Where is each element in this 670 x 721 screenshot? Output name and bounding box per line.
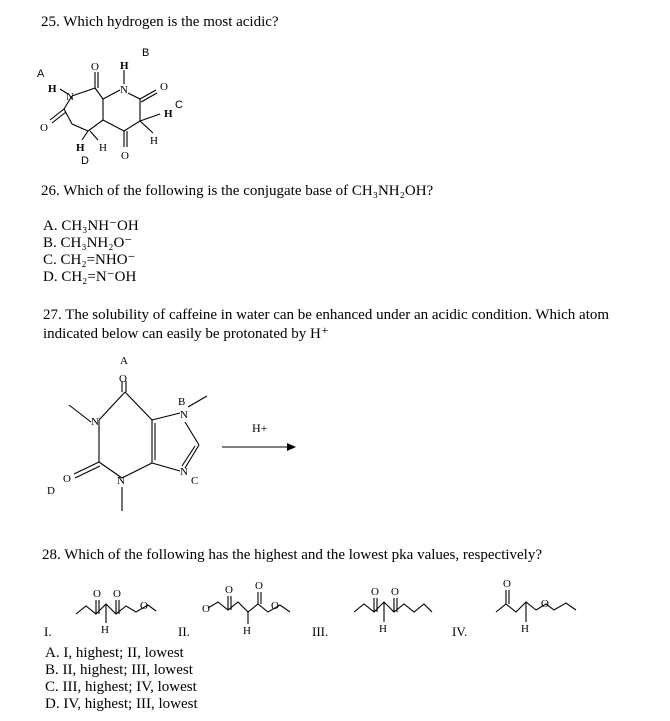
q28-options: [45, 645, 198, 713]
q26-option-d[interactable]: D. CH₂=N⁻OH: [43, 269, 137, 285]
q26-prompt: 26. Which of the following is the conjugate base of CH₃NH₂OH?: [41, 183, 434, 199]
q28-option-a[interactable]: A. I, highest; II, lowest: [45, 645, 184, 661]
q28-option-d[interactable]: D. IV, highest; III, lowest: [45, 696, 198, 712]
caffeine-o-left: O: [63, 473, 71, 485]
q25-n-left: N: [66, 91, 74, 103]
q25-o-top: O: [91, 61, 99, 73]
q25-label-c: C: [175, 99, 183, 111]
reagent-h-plus: H+: [252, 421, 268, 435]
caffeine-n-c: N: [180, 466, 188, 478]
compound-iii: [354, 602, 432, 612]
q25-prompt: 25. Which hydrogen is the most acidic?: [41, 14, 279, 30]
q25-h-b: H: [120, 60, 129, 72]
caffeine-label-a: A: [120, 355, 128, 367]
c1-o-2: O: [113, 588, 121, 600]
caffeine-label-b: B: [178, 396, 186, 408]
q28-prompt: 28. Which of the following has the highest and the lowest pka values, respectively?: [42, 547, 543, 563]
compound-iv: [496, 602, 576, 612]
q25-h-d: H: [76, 142, 85, 154]
q25-label-b: B: [142, 47, 150, 59]
c3-o-2: O: [391, 586, 399, 598]
q26-option-c[interactable]: C. CH₂=NHO⁻: [43, 252, 136, 268]
q28-option-b[interactable]: B. II, highest; III, lowest: [45, 662, 193, 678]
q25-n-right: N: [120, 84, 128, 96]
c2-o-4: O: [271, 600, 279, 612]
q26-option-b[interactable]: B. CH₃NH₂O⁻: [43, 235, 133, 251]
caffeine-o-top: O: [119, 373, 127, 385]
c2-o-3: O: [255, 580, 263, 592]
c4-o-1: O: [503, 578, 511, 590]
q26-option-a[interactable]: A. CH₃NH⁻OH: [43, 218, 139, 234]
c2-o-2: O: [225, 584, 233, 596]
q25-h-c: H: [164, 108, 173, 120]
q27-prompt: 27. The solubility of caffeine in water can be enhanced under an acidic condition. Which atom indicated below can easily be protonated by H⁺: [43, 307, 610, 342]
q25-o-left: O: [40, 122, 48, 134]
q25-h-a: H: [48, 83, 57, 95]
c1-o-1: O: [93, 588, 101, 600]
roman-ii: II.: [178, 624, 190, 639]
q25-label-a: A: [37, 68, 45, 80]
caffeine-label-d: D: [47, 485, 55, 497]
q25-o-bottom: O: [121, 150, 129, 162]
c4-h: H: [521, 623, 529, 635]
roman-iii: III.: [312, 624, 329, 639]
roman-i: I.: [44, 624, 52, 639]
roman-iv: IV.: [452, 624, 468, 639]
c1-h: H: [101, 624, 109, 636]
c3-h: H: [379, 623, 387, 635]
c2-h: H: [243, 625, 251, 637]
c4-o-2: O: [541, 598, 549, 610]
caffeine-n-b: N: [180, 409, 188, 421]
c2-o-1: O: [202, 603, 210, 615]
c3-o-1: O: [371, 586, 379, 598]
q25-o-right: O: [160, 81, 168, 93]
caffeine-n-bottom: N: [117, 475, 125, 487]
q25-h-lower-right: H: [150, 135, 158, 147]
q25-label-d: D: [81, 155, 89, 167]
q28-option-c[interactable]: C. III, highest; IV, lowest: [45, 679, 197, 695]
q25-h-plain: H: [99, 142, 107, 154]
caffeine-n-left: N: [91, 416, 99, 428]
caffeine-label-c: C: [191, 475, 199, 487]
c1-o-3: O: [140, 600, 148, 612]
